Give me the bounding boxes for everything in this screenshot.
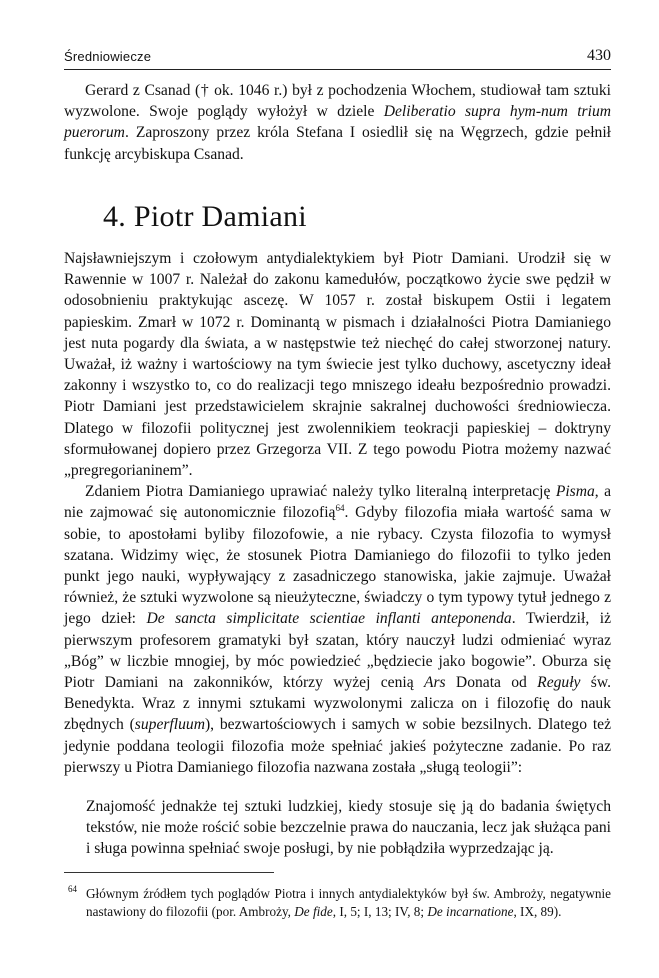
footnote-rule [64,872,274,873]
page-number: 430 [587,47,611,64]
header-rule [64,69,611,70]
p2-pisma: Pisma [555,483,595,501]
intro-paragraph [64,80,611,165]
footnote-64 [68,884,611,920]
footnote-text-b: , I, 5; I, 13; IV, 8; [332,903,428,919]
p2-text-d: . Twierdził, iż pierwszym profesorem gramatyki był szatan, który nauczył ludzi odmieniać wyraz „Bóg” w liczbie mnogiej, by móc powiedzieć „będziecie jako bogowie”. Oburza się Piotr Damiani na zakonników, którzy wyżej cenią [64,610,612,692]
p2-superfluum: superfluum [134,716,205,734]
footnote-text-c: , IX, 89). [513,903,562,919]
paragraph-1: Najsławniejszym i czołowym antydialektykiem był Piotr Damiani. Urodził się w Rawennie w 1007 r. Należał do zakonu kamedułów, początkowo życie swe pędził w odosobnieniu praktykując ascezę. W 1057 r. został biskupem Ostii i legatem papieskim. Zmarł w 1072 r. Dominantą w pismach i działalności Piotra Damianiego jest nuta pogardy dla świata, a w następstwie też niechęć do całej stworzonej natury. Uważał, iż ważny i wartościowy na tym świecie jest tylko duchowy, ascetyczny ideał zakonny i wszystko to, co do realizacji tego mniszego ideału bezpośrednio prowadzi. Piotr Damiani jest przedstawicielem skrajnie sakralnej duchowości średniowiecza. Dlatego w filozofii politycznej jest zwolennikiem teokracji papieskiej – doktryny sformułowanej dopiero przez Grzegorza VII. Z tego powodu Piotra możemy nazwać „pregregorianinem”. [64,250,611,480]
p2-text-e: Donata od [445,674,538,692]
p2-text-g: ), bezwartościowych i samych w sobie bezsilnych. Dlatego też jedynie poddana teologii filozofia może spełniać jakieś pożyteczne zadanie. Po raz pierwszy u Piotra Damianiego filozofia nazwana została „sługą teologii”: [64,716,611,776]
p2-text-a: Zdaniem Piotra Damianiego uprawiać należy tylko literalną interpretację [85,483,556,501]
intro-text-2: . Zaproszony przez króla Stefana I osiedlił się na Węgrzech, gdzie pełnił funkcję arcybiskupa Csanad. [64,124,611,163]
p2-ars: Ars [423,674,446,692]
footnote-mark: 64 [68,884,77,894]
running-header [64,47,611,69]
chapter-title: 4. Piotr Damiani [103,200,307,233]
footnote-ref-64[interactable]: 64 [335,503,345,514]
intro-work-title: Deliberatio supra hym-num trium puerorum [64,103,611,142]
intro-text-1: Gerard z Csanad († ok. 1046 r.) był z pochodzenia Włochem, studiował tam sztuki wyzwolone. Swoje poglądy wyłożył w dziele [64,82,611,121]
p2-text-c: . Gdyby filozofia miała wartość sama w sobie, to apostołami byliby filozofowie, a nie rybacy. Czysta filozofia to wymysł szatana. Widzimy więc, że stosunek Piotra Damianiego do filozofii to tylko jeden punkt jego nauki, wypływający z zasadniczego stanowiska, jakie zajmuje. Uważał również, że sztuki wyzwolone są nieużyteczne, świadczy o tym typowy tytuł jednego z jego dzieł: [64,504,611,628]
footnote-defide: De fide [294,903,333,919]
body-text [64,248,611,778]
paragraph-2 [64,481,611,778]
footnote-text-a: Głównym źródłem tych poglądów Piotra i innych antydialektyków był św. Ambroży, negatywnie nastawiony do filozofii (por. Ambroży, [86,886,611,919]
running-title: Średniowiecze [64,49,152,64]
block-quote: Znajomość jednakże tej sztuki ludzkiej, kiedy stosuje się ją do badania świętych tekstów, nie może rościć sobie bezczelnie prawa do nauczania, lecz jak służąca pani i sługa powinna spełniać swoje posługi, by nie pobłądziła wyprzedzając ją. [86,798,611,858]
p2-text-b: , a nie zajmować się autonomicznie filozofią [64,483,611,522]
footnote-deinc: De incarnatione [427,903,514,919]
p2-reguly: Reguły [537,674,581,692]
p2-work-title: De sancta simplicitate scientiae inflanti anteponenda [146,610,512,628]
p2-text-f: św. Benedykta. Wraz z innymi sztukami wyzwolonymi zalicza on i filozofię do nauk zbędnych ( [64,674,611,734]
